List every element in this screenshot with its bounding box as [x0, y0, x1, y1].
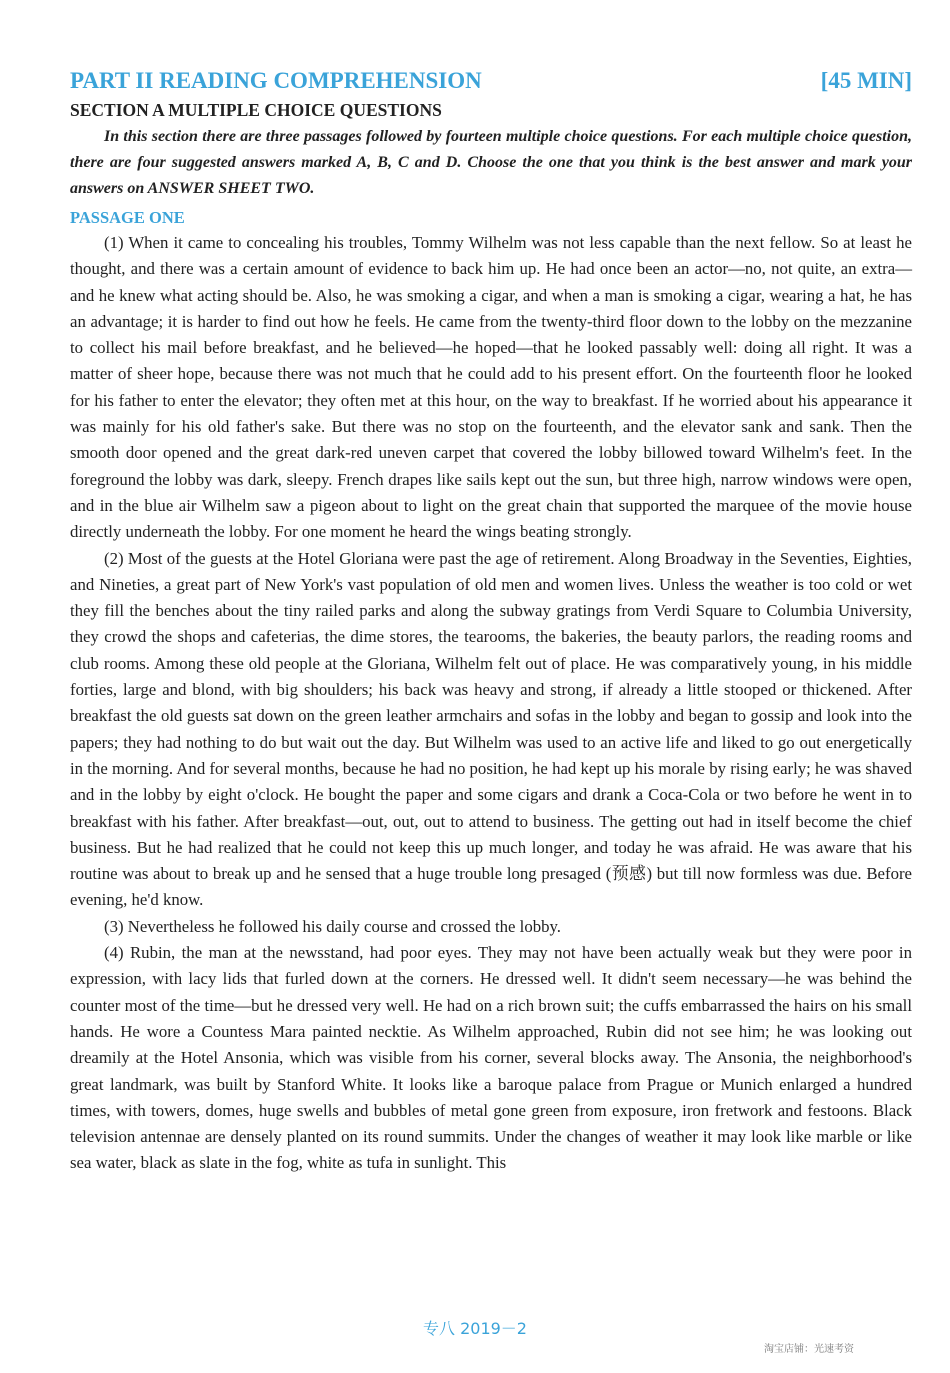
paragraph-1: (1) When it came to concealing his troubles, Tommy Wilhelm was not less capable than the next fellow. So at least he thought, and there was a certain amount of evidence to back him up. He had once been an actor—no, not quite, an extra—and he knew what acting should be. Also, he was smoking a cigar, and when a man is smoking a cigar, wearing a hat, he has an advantage; it is harder to find out how he feels. He came from the twenty-third floor down to the lobby on the mezzanine to collect his mail before breakfast, and he believed—he hoped—that he looked passably well: doing all right. It was a matter of sheer hope, because there was not much that he could add to his present effort. On the fourteenth floor he looked for his father to enter the elevator; they often met at this hour, on the way to breakfast. If he worried about his appearance it was mainly for his old father's sake. But there was no stop on the fourteenth, and the elevator sank and sank. Then the smooth door opened and the great dark-red uneven carpet that covered the lobby billowed toward Wilhelm's feet. In the foreground the lobby was dark, sleepy. French drapes like sails kept out the sun, but three high, narrow windows were open, and in the blue air Wilhelm saw a pigeon about to light on the great chain that supported the marquee of the movie house directly underneath the lobby. For one moment he heard the wings beating strongly. — [70, 233, 912, 542]
passage-title: PASSAGE ONE — [70, 208, 185, 227]
paragraph-2: (2) Most of the guests at the Hotel Gloriana were past the age of retirement. Along Broadway in the Seventies, Eighties, and Nineties, a great part of New York's vast population of old men and women lives. Unless the weather is too cold or wet they fill the benches about the tiny railed parks and along the subway gratings from Verdi Square to Columbia University, they crowd the shops and cafeterias, the dime stores, the tearooms, the bakeries, the beauty parlors, the reading rooms and club rooms. Among these old people at the Gloriana, Wilhelm felt out of place. He was comparatively young, in his middle forties, large and blond, with big shoulders; his back was heavy and strong, if already a little stooped or thickened. After breakfast the old guests sat down on the green leather armchairs and sofas in the lobby and began to gossip and look into the papers; they had nothing to do but wait out the day. But Wilhelm was used to an active life and liked to go out energetically in the morning. And for several months, because he had no position, he had kept up his morale by rising early; he was shaved and in the lobby by eight o'clock. He bought the paper and some cigars and drank a Coca-Cola or two before he went in to breakfast with his father. After breakfast—out, out, out to attend to business. The getting out had in itself become the chief business. But he had realized that he could not keep this up much longer, and today he was afraid. He was aware that his routine was about to break up and he sensed that a huge trouble long presaged (预感) but till now formless was due. Before evening, he'd know. — [70, 548, 912, 910]
part-header — [70, 66, 912, 96]
exam-page — [70, 66, 912, 1177]
instructions: In this section there are three passages followed by fourteen multiple choice questions. For each multiple choice question, there are four suggested answers marked A, B, C and D. Choose the one that you think is the best answer and mark your answers on ANSWER SHEET TWO. — [70, 128, 912, 197]
page-footer: 专八 2019－2 — [423, 1319, 527, 1338]
paragraph-3: (3) Nevertheless he followed his daily course and crossed the lobby. — [104, 916, 562, 936]
paragraph-4: (4) Rubin, the man at the newsstand, had poor eyes. They may not have been actually weak but they were poor in expression, with lacy lids that furled down at the corners. He dressed well. It didn't seem necessary—he was behind the counter most of the time—but he dressed very well. He had on a rich brown suit; the cuffs embarrassed the hairs on his small hands. He wore a Countess Mara painted necktie. As Wilhelm approached, Rubin did not see him; he was looking out dreamily at the Hotel Ansonia, which was visible from his corner, several blocks away. The Ansonia, the neighborhood's great landmark, was built by Stanford White. It looks like a baroque palace from Prague or Munich enlarged a hundred times, with towers, domes, huge swells and bubbles of metal gone green from exposure, iron fretwork and festoons. Black television antennae are densely planted on its round summits. Under the changes of weather it may look like marble or like sea water, black as slate in the fog, white as tufa in sunlight. This — [70, 943, 912, 1173]
watermark: 淘宝店铺：光速考资 — [764, 1344, 854, 1355]
section-title: SECTION A MULTIPLE CHOICE QUESTIONS — [70, 100, 442, 120]
time-limit: [45 MIN] — [820, 68, 912, 93]
part-title: PART II READING COMPREHENSION — [70, 68, 482, 93]
